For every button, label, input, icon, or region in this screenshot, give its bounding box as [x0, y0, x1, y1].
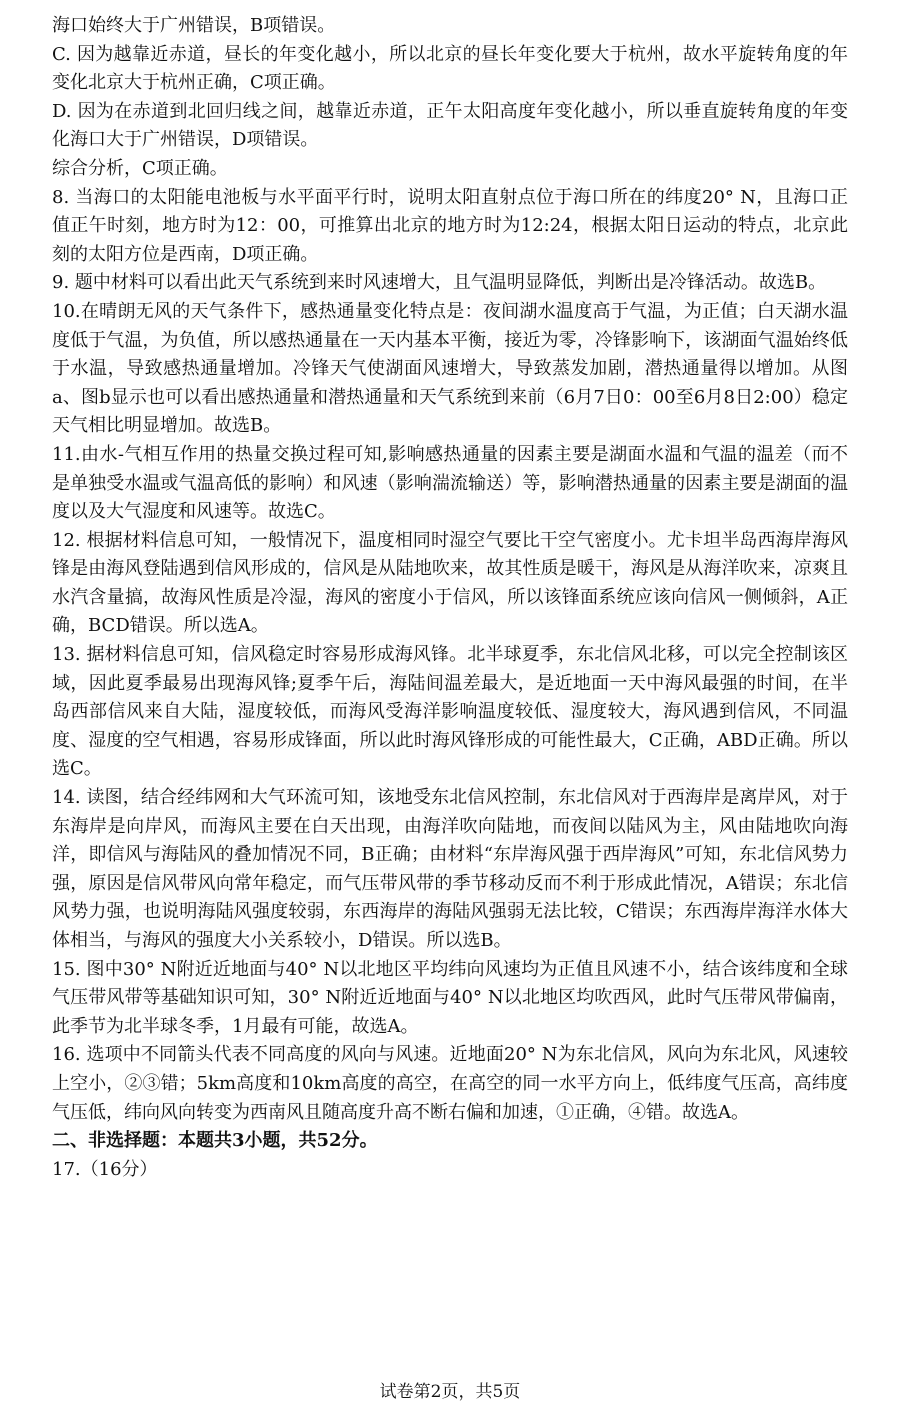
- paragraph-b-option-tail: 海口始终大于广州错误，B项错误。: [52, 15, 336, 36]
- answer-explanations: [52, 12, 848, 1184]
- question-8-explanation: 8. 当海口的太阳能电池板与水平面平行时，说明太阳直射点位于海口所在的纬度20° N，且海口正值正午时刻，地方时为12：00，可推算出北京的地方时为12:24，根据太阳日运动的特点，北京此刻的太阳方位是西南，D项正确。: [52, 186, 848, 265]
- paragraph-d-option: D. 因为在赤道到北回归线之间，越靠近赤道，正午太阳高度年变化越小，所以垂直旋转角度的年变化海口大于广州错误，D项错误。: [52, 100, 848, 151]
- page-footer: 试卷第2页，共5页: [379, 1382, 521, 1402]
- paragraph-c-option: C. 因为越靠近赤道，昼长的年变化越小，所以北京的昼长年变化要大于杭州，故水平旋转角度的年变化北京大于杭州正确，C项正确。: [52, 43, 848, 94]
- question-16-explanation: 16. 选项中不同箭头代表不同高度的风向与风速。近地面20° N为东北信风，风向为东北风，风速较上空小，②③错；5km高度和10km高度的高空，在高空的同一水平方向上，低纬度气压高，高纬度气压低，纬向风向转变为西南风且随高度升高不断右偏和加速，①正确，④错。故选A。: [52, 1044, 848, 1123]
- question-17-heading: 17.（16分）: [52, 1158, 158, 1180]
- section-heading: 二、非选择题：本题共3小题，共52分。: [52, 1130, 378, 1152]
- question-13-explanation: 13. 据材料信息可知，信风稳定时容易形成海风锋。北半球夏季，东北信风北移，可以完全控制该区域，因此夏季最易出现海风锋;夏季午后，海陆间温差最大，是近地面一天中海风最强的时间，在半岛西部信风来自大陆，湿度较低，而海风受海洋影响温度较低、湿度较大，海风遇到信风，不同温度、湿度的空气相遇，容易形成锋面，所以此时海风锋形成的可能性最大，C正确，ABD正确。所以选C。: [52, 644, 848, 780]
- question-14-explanation: 14. 读图，结合经纬网和大气环流可知，该地受东北信风控制，东北信风对于西海岸是离岸风，对于东海岸是向岸风，而海风主要在白天出现，由海洋吹向陆地，而夜间以陆风为主，风由陆地吹向海洋，即信风与海陆风的叠加情况不同，B正确；由材料“东岸海风强于西岸海风”可知，东北信风势力强，原因是信风带风向常年稳定，而气压带风带的季节移动反而不利于形成此情况，A错误；东北信风势力强，也说明海陆风强度较弱，东西海岸的海陆风强弱无法比较，C错误；东西海岸海洋水体大体相当，与海风的强度大小关系较小，D错误。所以选B。: [52, 787, 848, 951]
- question-12-explanation: 12. 根据材料信息可知，一般情况下，温度相同时湿空气要比干空气密度小。尤卡坦半岛西海岸海风锋是由海风登陆遇到信风形成的，信风是从陆地吹来，故其性质是暖干，海风是从海洋吹来，凉爽且水汽含量搞，故海风性质是冷湿，海风的密度小于信风，所以该锋面系统应该向信风一侧倾斜，A正确，BCD错误。所以选A。: [52, 529, 848, 637]
- question-15-explanation: 15. 图中30° N附近近地面与40° N以北地区平均纬向风速均为正值且风速不小，结合该纬度和全球气压带风带等基础知识可知，30° N附近近地面与40° N以北地区均吹西风，此时气压带风带偏南，此季节为北半球冬季，1月最有可能，故选A。: [52, 958, 848, 1037]
- question-11-explanation: 11.由水-气相互作用的热量交换过程可知,影响感热通量的因素主要是湖面水温和气温的温差（而不是单独受水温或气温高低的影响）和风速（影响湍流输送）等，影响潜热通量的因素主要是湖面的温度以及大气湿度和风速等。故选C。: [52, 443, 848, 523]
- paragraph-summary: 综合分析，C项正确。: [52, 157, 228, 179]
- question-9-explanation: 9. 题中材料可以看出此天气系统到来时风速增大，且气温明显降低，判断出是冷锋活动。故选B。: [52, 272, 827, 294]
- question-10-explanation: 10.在晴朗无风的天气条件下，感热通量变化特点是：夜间湖水温度高于气温，为正值；白天湖水温度低于气温，为负值，所以感热通量在一天内基本平衡，接近为零，冷锋影响下，该湖面气温始终低于水温，导致感热通量增加。冷锋天气使湖面风速增大，导致蒸发加剧，潜热通量得以增加。从图a、图b显示也可以看出感热通量和潜热通量和天气系统到来前（6月7日0：00至6月8日2:00）稳定天气相比明显增加。故选B。: [52, 300, 848, 437]
